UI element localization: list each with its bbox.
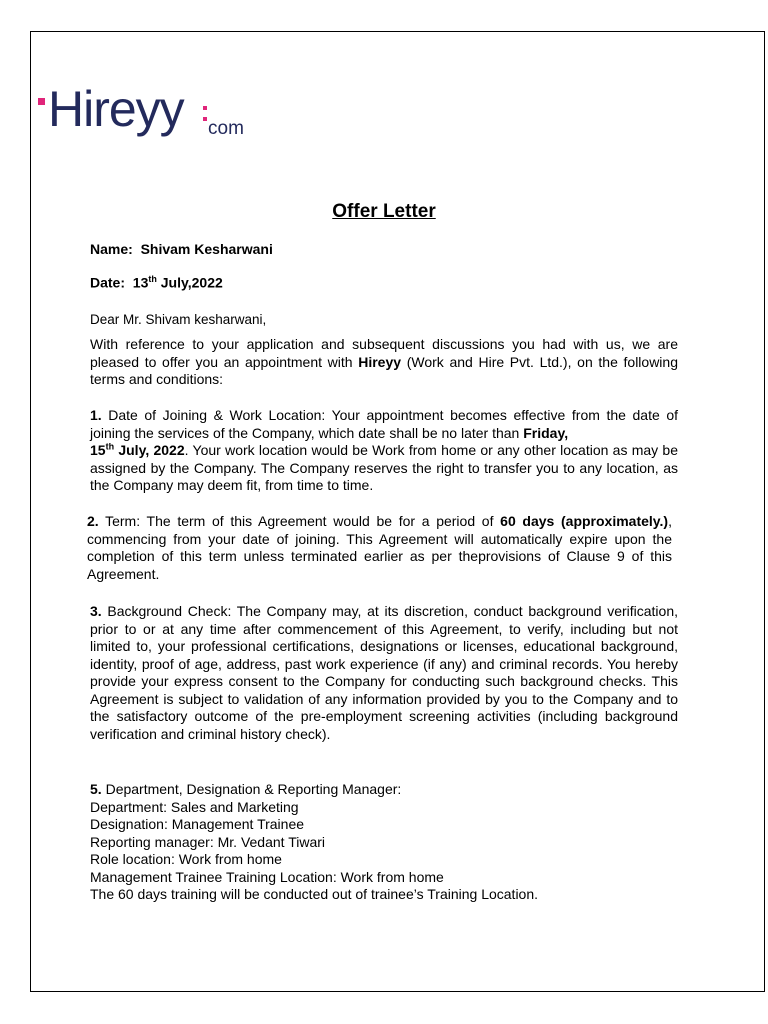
- clause-3-text: Background Check: The Company may, at its discretion, conduct background verification, prior to or at any time after commencement of this Agreement, to verify, including but not limited to, your professional certifications, designations or licenses, educational background, identity, proof of age, address, past work experience (if any) and criminal records. You hereby provide your express consent to the Company for conducting such background checks. This Agreement is subject to validation of any information provided by you to the Company and to the satisfactory outcome of the pre-employment screening activities (including background verification and criminal history check).: [90, 603, 678, 742]
- salutation: Dear Mr. Shivam kesharwani,: [90, 312, 267, 327]
- date-field: [90, 274, 223, 291]
- name-value: Shivam Kesharwani: [140, 241, 273, 257]
- clause-2-text-1: Term: The term of this Agreement would be for a period of: [98, 513, 501, 529]
- clause-1-date-num: 15: [90, 442, 106, 458]
- intro-paragraph: [90, 336, 678, 389]
- clause-5-training-note: The 60 days training will be conducted out of trainee’s Training Location.: [90, 886, 539, 902]
- clause-5: [90, 781, 678, 904]
- clause-1-day: Friday,: [523, 424, 569, 441]
- logo-wordmark: Hireyy: [48, 81, 184, 137]
- clause-3-number: 3.: [90, 603, 102, 619]
- date-label: Date:: [90, 274, 126, 291]
- clause-2-number: 2.: [87, 513, 99, 529]
- name-label: Name:: [90, 241, 133, 257]
- clause-5-heading-line: [90, 781, 678, 799]
- document-title: Offer Letter: [332, 201, 436, 222]
- logo-accent-dot: [38, 98, 45, 105]
- clause-2-duration: 60 days (approximately.): [500, 513, 669, 529]
- date-day: 13: [132, 274, 149, 291]
- clause-5-number: 5.: [90, 781, 102, 797]
- clause-1-number: 1.: [90, 407, 102, 423]
- clause-5-role-location: Role location: Work from home: [90, 851, 282, 867]
- intro-company: Hireyy: [358, 353, 402, 370]
- clause-2: [87, 513, 672, 583]
- intro-text-2: (Work and Hire Pvt. Ltd.), on the following terms and conditions:: [90, 353, 678, 387]
- clause-5-department: Department: Sales and Marketing: [90, 798, 299, 815]
- clause-5-training-location: Management Trainee Training Location: Work from home: [90, 868, 444, 885]
- logo-suffix: com: [208, 118, 244, 139]
- clause-1: [90, 407, 678, 495]
- clause-1-text-2: . Your work location would be Work from home or any other location as may be assigned by the Company. The Company reserves the right to transfer you to any location, as the Company may deem fit, from time to time.: [90, 442, 679, 493]
- clause-1-text-1: Date of Joining & Work Location: Your appointment becomes effective from the date of joining the services of the Company, which date shall be no later than: [90, 407, 678, 441]
- name-field: [90, 241, 273, 257]
- clause-5-heading: Department, Designation & Reporting Manager:: [101, 781, 402, 797]
- clause-2-text-2: , commencing from your date of joining. This Agreement will automatically expire upon the completion of this term unless terminated earlier as per theprovisions of Clause 9 of this Agreement.: [87, 513, 672, 582]
- intro-text-1: With reference to your application and subsequent discussions you had with us, we are pleased to offer you an appointment with: [90, 336, 678, 370]
- clause-5-reporting-manager: Reporting manager: Mr. Vedant Tiwari: [90, 833, 326, 850]
- date-suffix: th: [148, 274, 157, 284]
- logo-colon-icon: [203, 106, 207, 124]
- clause-5-designation: Designation: Management Trainee: [90, 816, 305, 832]
- date-rest: July,2022: [156, 274, 223, 291]
- clause-1-date-suffix: th: [105, 441, 115, 452]
- clause-1-date-rest: July, 2022: [114, 442, 185, 458]
- clause-3: [90, 603, 678, 743]
